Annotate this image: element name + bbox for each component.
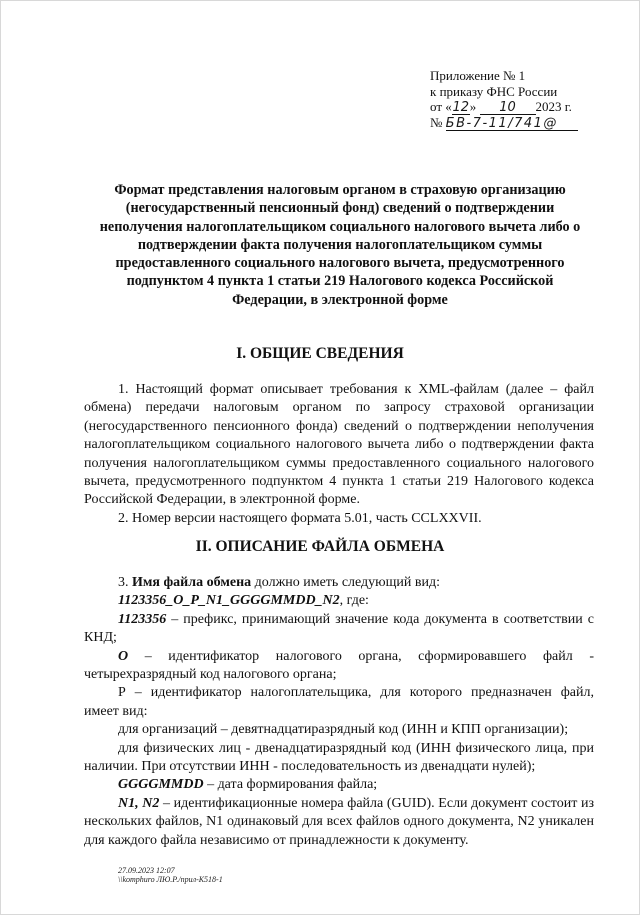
file-name-pattern: 1123356_O_P_N1_GGGGMMDD_N2 bbox=[118, 593, 340, 609]
section-2-heading: II. ОПИСАНИЕ ФАЙЛА ОБМЕНА bbox=[195, 538, 445, 555]
paragraph-3 bbox=[84, 574, 594, 592]
p-definition: Р – идентификатор налогоплательщика, для которого предназначен файл, имеет вид: bbox=[84, 685, 594, 719]
p3-rest: должно иметь следующий вид: bbox=[251, 575, 441, 590]
appendix-line-1: Приложение № 1 bbox=[430, 68, 526, 83]
code-desc: – префикс, принимающий значение кода документа в соответствии с КНД; bbox=[84, 611, 594, 646]
appendix-date bbox=[430, 99, 630, 115]
appendix-number bbox=[430, 115, 630, 131]
date-term: GGGGMMDD bbox=[118, 777, 204, 793]
n-term: N1, N2 bbox=[118, 795, 160, 811]
date-day: 12 bbox=[452, 100, 470, 115]
o-term: O bbox=[118, 648, 129, 664]
n-definition bbox=[84, 795, 594, 850]
date-definition bbox=[84, 776, 594, 794]
date-desc: – дата формирования файла; bbox=[203, 777, 378, 793]
file-name-pattern-line bbox=[84, 592, 594, 610]
section-1-body bbox=[84, 381, 594, 528]
date-prefix: от « bbox=[430, 99, 452, 114]
code-term: 1123356 bbox=[118, 611, 167, 627]
document-title: Формат представления налоговым органом в страховую организацию (негосударственный пенсионный фонд) сведений о подтверждении неполучения налогоплательщиком социального налогового вычета либо о подтверждении факта получения налогоплательщиком суммы предоставленного социального налогового вычета, предусмотренного подпунктом 4 пункта 1 статьи 219 Налогового кодекса Российской Федерации, в электронной форме bbox=[99, 182, 581, 308]
order-number: БВ-7-11/741@ bbox=[446, 117, 578, 131]
section-1-heading: I. ОБЩИЕ СВЕДЕНИЯ bbox=[236, 345, 404, 362]
pattern-suffix: , где: bbox=[339, 593, 369, 609]
o-definition bbox=[84, 648, 594, 685]
footer-timestamp: 27.09.2023 12:07 bbox=[118, 866, 175, 875]
date-year: 2023 г. bbox=[535, 99, 572, 114]
file-name-term: Имя файла обмена bbox=[132, 575, 252, 590]
code-definition bbox=[84, 611, 594, 648]
o-desc: – идентификатор налогового органа, сформировавшего файл - четырехразрядный код налогового органа; bbox=[84, 648, 594, 683]
section-2-body bbox=[84, 574, 594, 850]
appendix-block bbox=[430, 68, 630, 131]
individual-definition: для физических лиц - двенадцатиразрядный код (ИНН физического лица, при наличии. При отсутствии ИНН - последовательность из двенадцати нулей); bbox=[84, 740, 594, 775]
paragraph-2: 2. Номер версии настоящего формата 5.01, часть CCLXXVII. bbox=[118, 510, 482, 526]
paragraph-1: 1. Настоящий формат описывает требования к XML-файлам (далее – файл обмена) передачи налоговым органом по запросу страховой организации (негосударственного пенсионного фонда) сведений о подтверждении неполучения налогоплательщиком социального налогового вычета либо о подтверждении факта получения налогоплательщиком суммы предоставленного социального налогового вычета, предусмотренного подпунктом 4 пункта 1 статьи 219 Налогового кодекса Российской Федерации, в электронной форме. bbox=[84, 382, 594, 508]
footer-stamp bbox=[118, 866, 223, 884]
p3-prefix: 3. bbox=[118, 575, 132, 590]
date-month: 10 bbox=[480, 101, 536, 115]
org-definition: для организаций – девятнадцатиразрядный код (ИНН и КПП организации); bbox=[118, 722, 569, 738]
date-mid: » bbox=[469, 99, 480, 114]
footer-path: \\komphuro ЛЮ.Р./прил-К518-1 bbox=[118, 875, 223, 884]
number-prefix: № bbox=[430, 115, 446, 130]
n-desc: – идентификационные номера файла (GUID). Если документ состоит из нескольких файлов, N1 одинаковый для всех файлов одного документа, N2 уникален для каждого файла независимо от принадлежности к документу. bbox=[84, 795, 594, 848]
appendix-line-2: к приказу ФНС России bbox=[430, 83, 558, 99]
